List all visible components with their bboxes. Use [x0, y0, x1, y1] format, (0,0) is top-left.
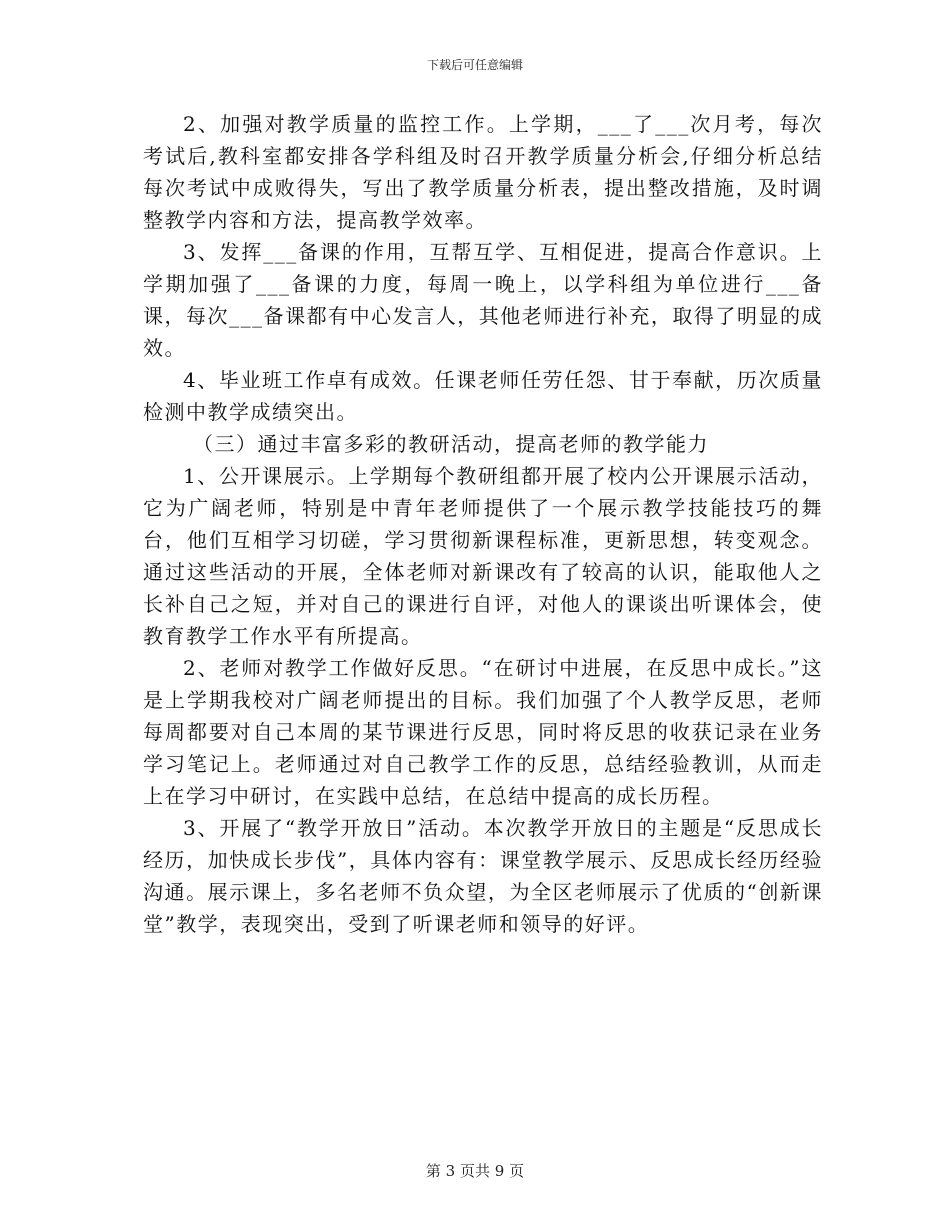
paragraph-quality-monitoring: 2、加强对教学质量的监控工作。上学期，___了___次月考，每次考试后,教科室都安排各学科组及时召开教学质量分析会,仔细分析总结每次考试中成败得失，写出了教学质量分析表，提出整改措施，及时调整教学内容和方法，提高教学效率。 — [143, 112, 823, 232]
page-header: 下载后可任意编辑 — [426, 58, 523, 72]
paragraph-collective-lesson-prep: 3、发挥___备课的作用，互帮互学、互相促进，提高合作意识。上学期加强了___备课的力度，每周一晚上，以学科组为单位进行___备课，每次___备课都有中心发言人，其他老师进行补充，取得了明显的成效。 — [143, 240, 823, 360]
page-footer: 第 3 页共 9 页 — [425, 1162, 525, 1180]
paragraph-open-class: 1、公开课展示。上学期每个教研组都开展了校内公开课展示活动，它为广阔老师，特别是中青年老师提供了一个展示教学技能技巧的舞台，他们互相学习切磋，学习贯彻新课程标准，更新思想，转变观念。通过这些活动的开展，全体老师对新课改有了较高的认识，能取他人之长补自己之短，并对自己的课进行自评，对他人的课谈出听课体会，使教育教学工作水平有所提高。 — [143, 464, 823, 648]
paragraph-open-day: 3、开展了“教学开放日”活动。本次教学开放日的主题是“反思成长经历，加快成长步伐”，具体内容有：课堂教学展示、反思成长经历经验沟通。展示课上，多名老师不负众望，为全区老师展示了优质的“创新课堂”教学，表现突出，受到了听课老师和领导的好评。 — [143, 816, 823, 936]
section-heading-teaching-research: （三）通过丰富多彩的教研活动，提高老师的教学能力 — [193, 432, 709, 456]
document-body — [143, 108, 823, 940]
paragraph-teaching-reflection: 2、老师对教学工作做好反思。“在研讨中进展，在反思中成长。”这是上学期我校对广阔老师提出的目标。我们加强了个人教学反思，老师每周都要对自己本周的某节课进行反思，同时将反思的收获记录在业务学习笔记上。老师通过对自己教学工作的反思，总结经验教训，从而走上在学习中研讨，在实践中总结，在总结中提高的成长历程。 — [143, 656, 823, 808]
paragraph-graduating-class: 4、毕业班工作卓有成效。任课老师任劳任怨、甘于奉献，历次质量检测中教学成绩突出。 — [143, 368, 823, 424]
